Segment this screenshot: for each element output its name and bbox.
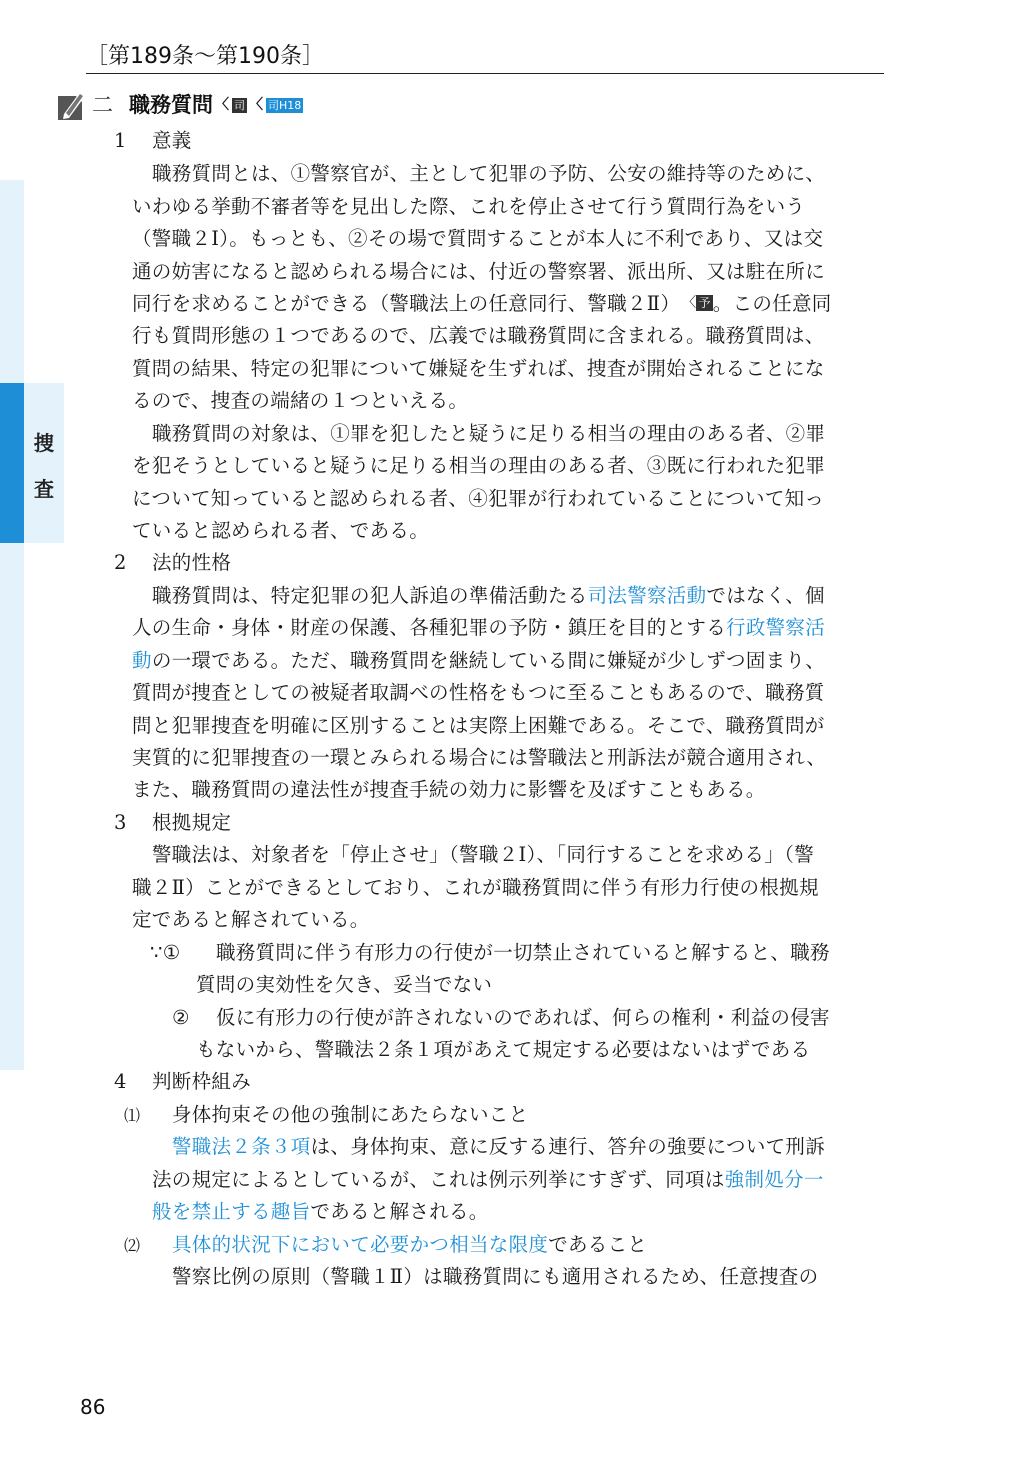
reason-line: ② 仮に有形力の行使が許されないのであれば、何らの権利・利益の侵害	[172, 1006, 830, 1029]
section-heading	[92, 88, 303, 122]
running-header: ［第189条～第190条］	[86, 40, 884, 74]
chevron-left-icon: 〈	[249, 97, 263, 113]
section-tab-bar	[0, 383, 24, 543]
subsection-heading: 1 意義	[114, 129, 192, 152]
chevron-left-icon: 〈	[215, 97, 229, 113]
page-number: 86	[80, 1395, 106, 1419]
paragraph-line: 警察比例の原則（警職１Ⅱ）は職務質問にも適用されるため、任意捜査の	[172, 1265, 819, 1288]
section-title: 職務質問	[129, 93, 213, 117]
paragraph-line: 職務質問の対象は、①罪を犯したと疑うに足りる相当の理由のある者、②罪	[152, 422, 826, 445]
paragraph-line: 般を禁止する趣旨であると解される。	[152, 1200, 489, 1223]
sub-item-heading: ⑵ 具体的状況下において必要かつ相当な限度であること	[124, 1233, 648, 1256]
highlighted-term: 強制処分一	[724, 1168, 824, 1191]
highlighted-term: 行政警察活	[726, 616, 826, 639]
paragraph-line: 実質的に犯罪捜査の一環とみられる場合には警職法と刑訴法が競合適用され、	[132, 746, 827, 769]
section-tab	[0, 383, 64, 543]
paragraph-line: 定であると解されている。	[132, 908, 370, 931]
paragraph-line: 人の生命・身体・財産の保護、各種犯罪の予防・鎮圧を目的とする行政警察活	[132, 616, 826, 639]
paragraph-line: 警職法は、対象者を「停止させ」（警職２Ⅰ）、「同行することを求める」（警	[152, 843, 815, 866]
highlighted-term: 動	[132, 649, 152, 672]
paragraph-line: 警職法２条３項は、身体拘束、意に反する連行、答弁の強要について刑訴	[172, 1135, 826, 1158]
paragraph-line: を犯そうとしていると疑うに足りる相当の理由のある者、③既に行われた犯罪	[132, 454, 825, 477]
paragraph-line: 問と犯罪捜査を明確に区別することは実際上困難である。そこで、職務質問が	[132, 714, 825, 737]
reason-line: ∵① 職務質問に伴う有形力の行使が一切禁止されていると解すると、職務	[150, 941, 830, 964]
paragraph-line: （警職２Ⅰ）。もっとも、②その場で質問することが本人に不利であり、又は交	[132, 227, 824, 250]
section-number: 二	[92, 93, 113, 117]
subsection-heading: 3 根拠規定	[114, 811, 232, 834]
section-tab-label-2: 査	[34, 477, 54, 501]
paragraph-line: 職２Ⅱ）ことができるとしており、これが職務質問に伴う有形力行使の根拠規	[132, 876, 819, 899]
subsection-heading: 4 判断枠組み	[114, 1070, 252, 1093]
prediction-marker: 予	[698, 296, 711, 310]
highlighted-term: 般を禁止する趣旨	[152, 1200, 311, 1223]
sub-item-heading: ⑴ 身体拘束その他の強制にあたらないこと	[124, 1103, 529, 1126]
exam-year-marker: 司H18	[268, 99, 302, 112]
paragraph-line: 同行を求めることができる（警職法上の任意同行、警職２Ⅱ） 〈 予 。この任意同	[132, 287, 832, 320]
exam-marker: 司	[234, 99, 245, 112]
paragraph-line: るので、捜査の端緒の１つといえる。	[132, 389, 469, 412]
paragraph-line: ていると認められる者、である。	[132, 519, 430, 542]
paragraph-line: 動の一環である。ただ、職務質問を継続している間に嫌疑が少しずつ固まり、	[132, 649, 826, 672]
paragraph-line: 質問が捜査としての被疑者取調べの性格をもつに至ることもあるので、職務質	[132, 681, 825, 704]
chevron-left-icon: 〈	[682, 295, 697, 311]
paragraph-line: いわゆる挙動不審者等を見出した際、これを停止させて行う質問行為をいう	[132, 195, 806, 218]
subsection-heading: 2 法的性格	[114, 551, 232, 574]
highlighted-term: 具体的状況下において必要かつ相当な限度	[172, 1233, 549, 1256]
pencil-note-icon	[56, 88, 86, 122]
sidebar-strip	[0, 180, 24, 1070]
paragraph-line: 職務質問は、特定犯罪の犯人訴追の準備活動たる司法警察活動ではなく、個	[152, 584, 825, 607]
reason-line: 質問の実効性を欠き、妥当でない	[196, 973, 493, 996]
paragraph-line: 質問の結果、特定の犯罪について嫌疑を生ずれば、捜査が開始されることにな	[132, 357, 825, 380]
section-tab-label-1: 捜	[34, 431, 54, 455]
paragraph-line: 職務質問とは、①警察官が、主として犯罪の予防、公安の維持等のために、	[152, 162, 826, 185]
reason-line: もないから、警職法２条１項があえて規定する必要はないはずである	[196, 1038, 811, 1061]
highlighted-term: 警職法２条３項	[172, 1135, 311, 1158]
paragraph-line: 通の妨害になると認められる場合には、付近の警察署、派出所、又は駐在所に	[132, 260, 826, 283]
paragraph-line: 法の規定によるとしているが、これは例示列挙にすぎず、同項は強制処分一	[152, 1168, 824, 1191]
paragraph-line: 行も質問形態の１つであるので、広義では職務質問に含まれる。職務質問は、	[132, 324, 825, 347]
paragraph-line: について知っていると認められる者、④犯罪が行われていることについて知っ	[132, 487, 825, 510]
highlighted-term: 司法警察活動	[587, 584, 707, 607]
paragraph-line: また、職務質問の違法性が捜査手続の効力に影響を及ぼすこともある。	[132, 778, 766, 801]
